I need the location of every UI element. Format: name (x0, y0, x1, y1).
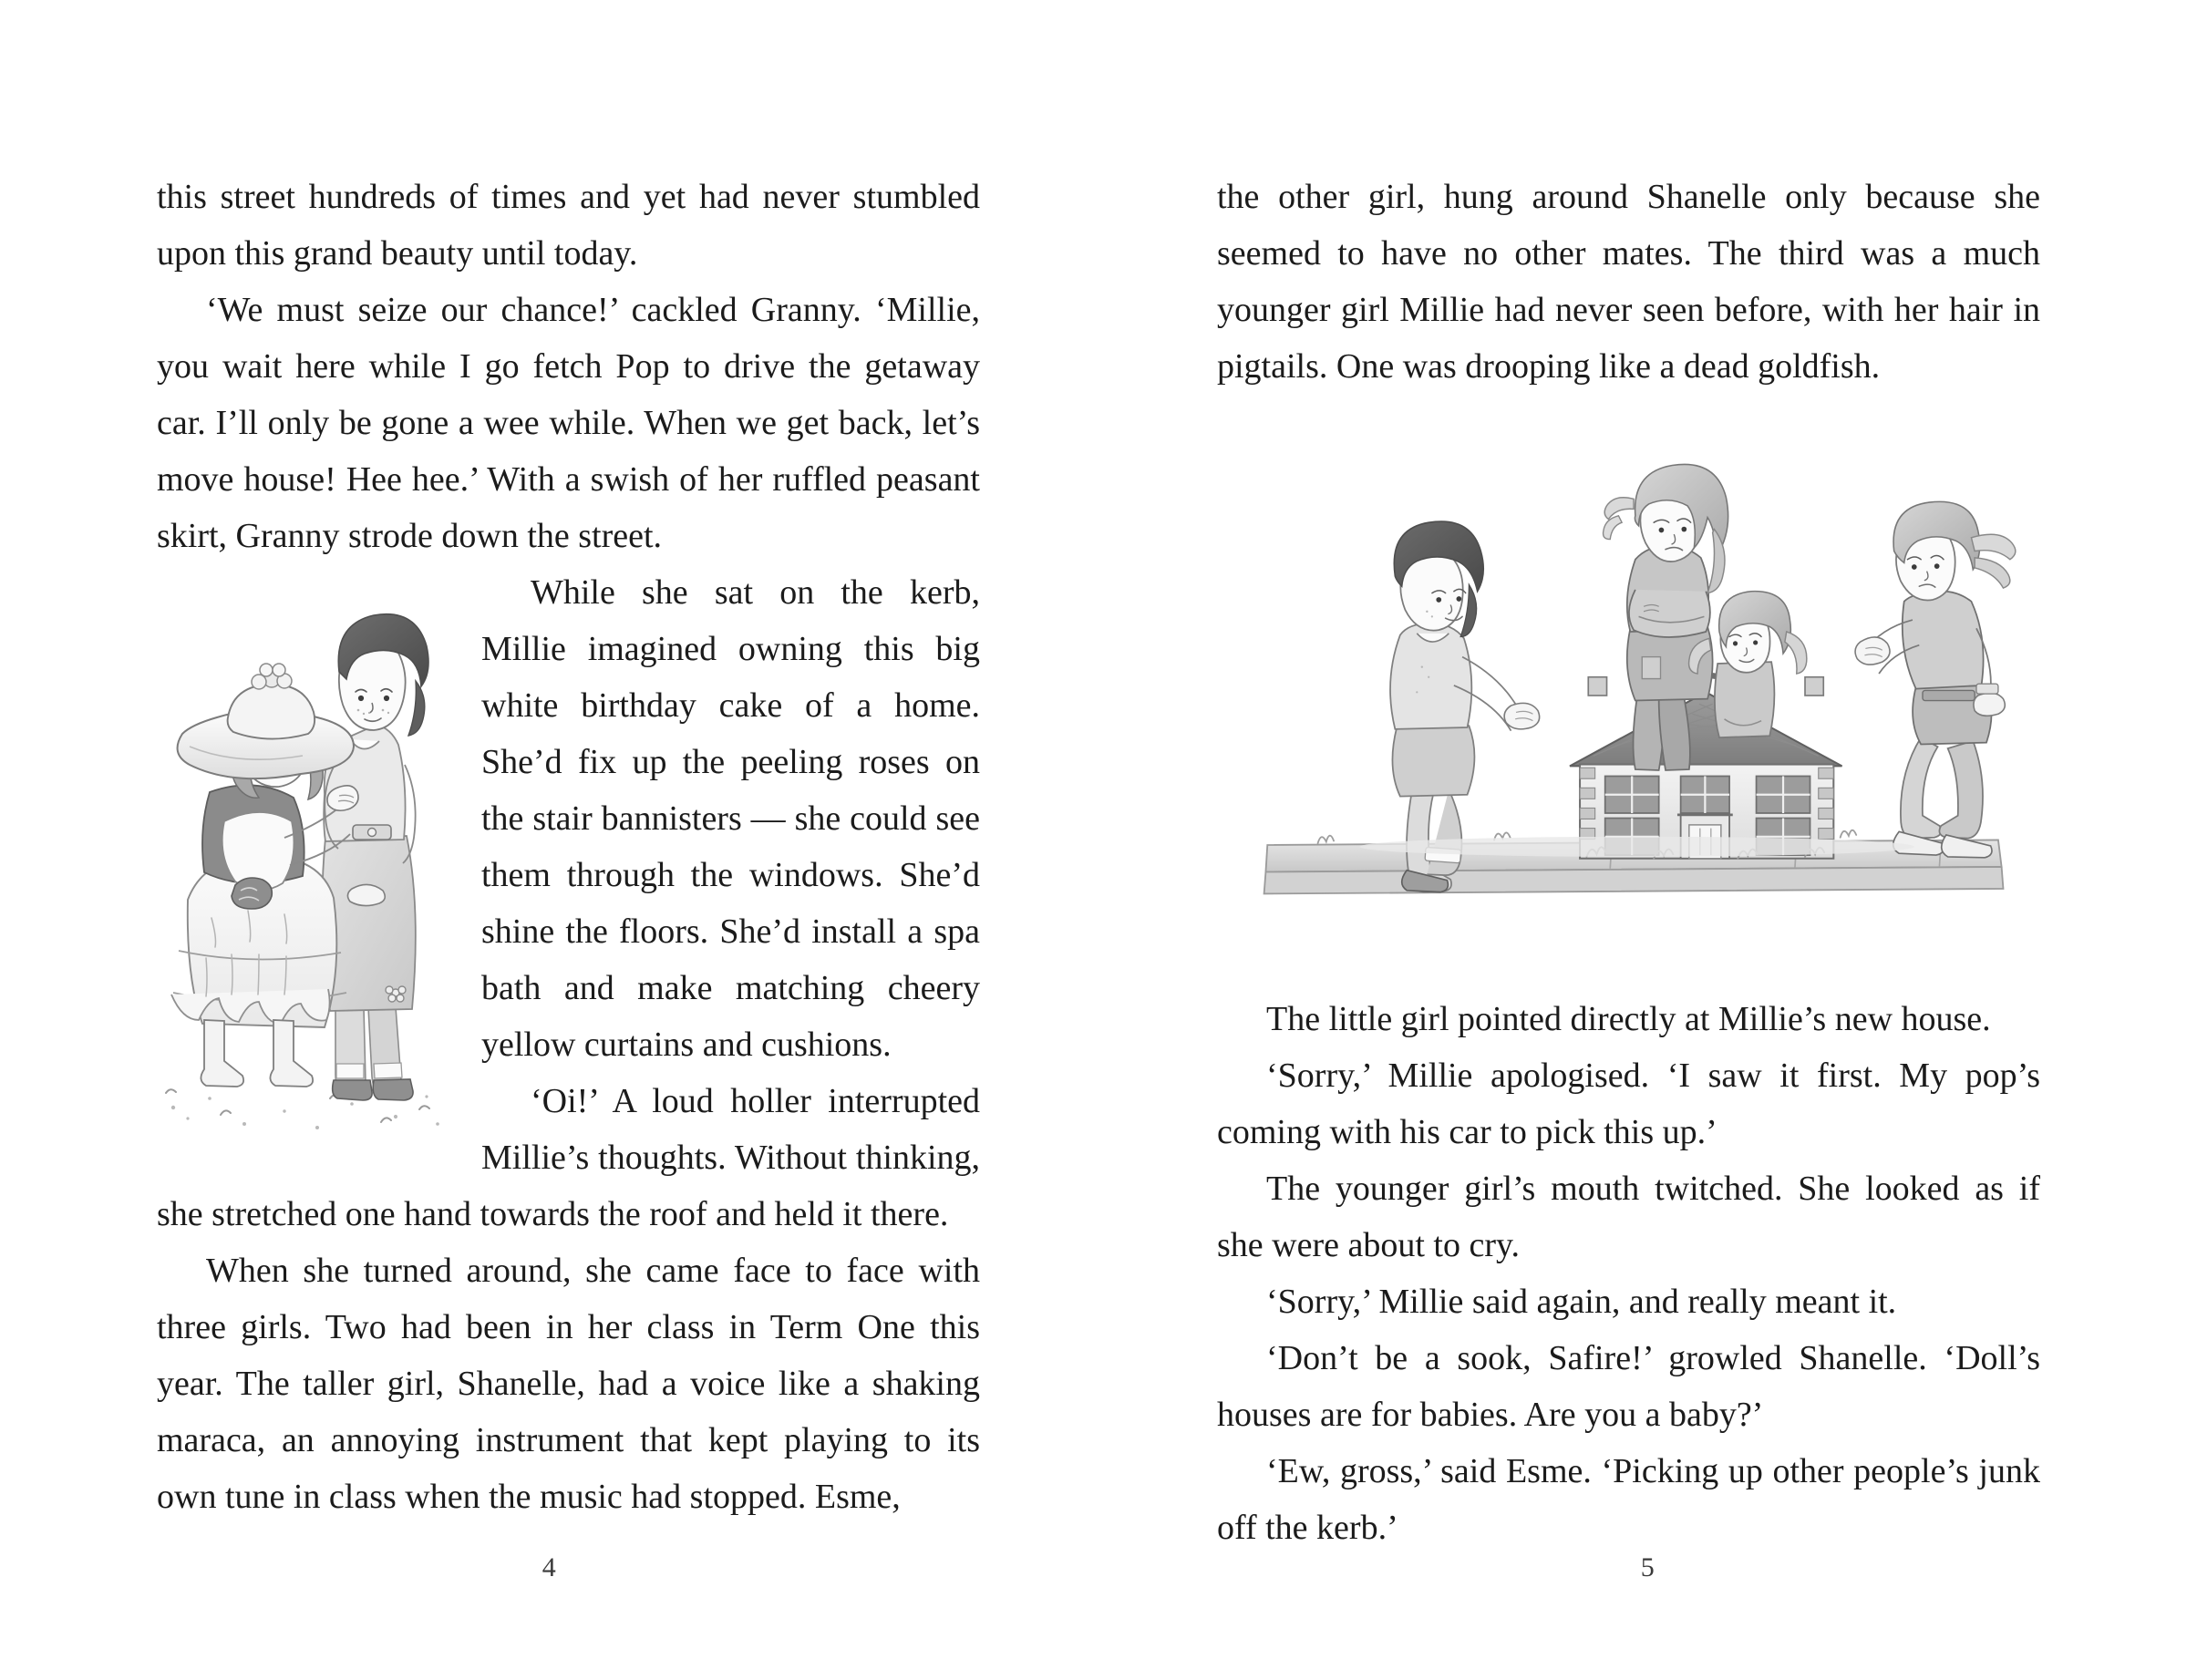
paragraph: ‘Don’t be a sook, Safire!’ growled Shanelle. ‘Doll’s houses are for babies. Are you a baby?’ (1217, 1339, 2040, 1434)
paragraph: ‘We must seize our chance!’ cackled Granny. ‘Millie, you wait here while I go fetch Pop to drive the getaway car. I’ll only be gone a wee while. When we get back, let’s move house! Hee hee.’ With a swish of her ruffled peasant skirt, Granny strode down the street. (157, 291, 980, 555)
girls-around-dollhouse-illustration (1217, 431, 2040, 960)
page-gutter (1098, 0, 1099, 1680)
paragraph: this street hundreds of times and yet had never stumbled upon this grand beauty until today. (157, 178, 980, 273)
paragraph: ‘Oi!’ A loud holler interrupted Millie’s thoughts. Without thinking, she stretched one hand towards the roof and held it there. (157, 1082, 980, 1233)
page-number-left: 4 (542, 1552, 557, 1582)
left-page (0, 0, 1098, 1680)
right-text-column (1217, 169, 2040, 1556)
right-page (1098, 0, 2197, 1680)
granny-and-millie-illustration (157, 564, 458, 1148)
paragraph: The little girl pointed directly at Millie’s new house. (1266, 1000, 1991, 1038)
paragraph: The younger girl’s mouth twitched. She looked as if she were about to cry. (1217, 1170, 2040, 1264)
paragraph: the other girl, hung around Shanelle only because she seemed to have no other mates. The third was a much younger girl Millie had never seen before, with her hair in pigtails. One was drooping like a dead goldfish. (1217, 178, 2040, 386)
paragraph: ‘Ew, gross,’ said Esme. ‘Picking up other people’s junk off the kerb.’ (1217, 1452, 2040, 1547)
paragraph: ‘Sorry,’ Millie apologised. ‘I saw it first. My pop’s coming with his car to pick this up.’ (1217, 1056, 2040, 1151)
paragraph: When she turned around, she came face to face with three girls. Two had been in her class in Term One this year. The taller girl, Shanelle, had a voice like a shaking maraca, an annoying instrument that kept playing to its own tune in class when the music had stopped. Esme, (157, 1252, 980, 1516)
page-number-right: 5 (1640, 1552, 1655, 1582)
left-text-column (157, 169, 980, 1525)
paragraph: ‘Sorry,’ Millie said again, and really meant it. (1266, 1283, 1897, 1321)
paragraph: While she sat on the kerb, Millie imagined owning this big white birthday cake of a home. She’d fix up the peeling roses on the stair bannisters — she could see them through the windows. She’d shine the floors. She’d install a spa bath and make matching cheery yellow curtains and cushions. (481, 573, 980, 1064)
